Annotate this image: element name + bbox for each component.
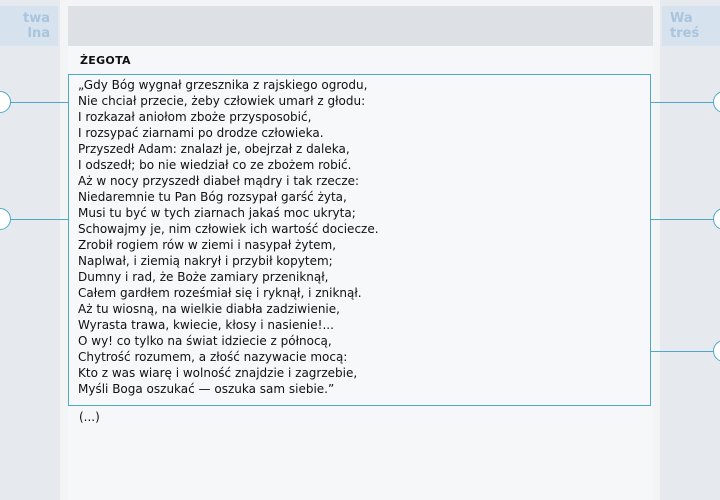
verse-line: O wy! co tylko na świat idziecie z północą, <box>78 334 332 348</box>
verse-line: Myśli Boga oszukać — oszuka sam siebie.” <box>78 382 335 396</box>
verse-line: Całem gardłem roześmiał się i ryknął, i zniknął. <box>78 286 362 300</box>
right-annotation-column <box>660 0 720 500</box>
right-connector-line-2 <box>651 219 713 220</box>
right-column-heading <box>662 6 720 46</box>
verse-line: Przyszedł Adam: znalazł je, obejrzał z daleka, <box>78 142 350 156</box>
verse-line: Nie chciał przecie, żeby człowiek umarł z głodu: <box>78 94 366 108</box>
verse-line: Wyrasta trawa, kwiecie, kłosy i nasienie!... <box>78 318 334 332</box>
left-column-heading <box>0 6 58 46</box>
omission-marker: (...) <box>79 410 100 424</box>
verse-line: I rozsypać ziarnami po drodze człowieka. <box>78 126 324 140</box>
right-heading-line: Wa <box>670 11 693 26</box>
verse-line: Niedaremnie tu Pan Bóg rozsypał garść żyta, <box>78 190 347 204</box>
verse-line: Dumny i rad, że Boże zamiary przeniknął, <box>78 270 329 284</box>
right-heading-line: treś <box>670 26 700 41</box>
verse-line: I odszedł; bo nie wiedział co ze zbożem robić. <box>78 158 352 172</box>
left-annotation-column <box>0 0 60 500</box>
verse-line: Schowajmy je, nim człowiek ich wartość docieczе. <box>78 222 379 236</box>
verse-line: Chytrość rozumem, a złość nazywacie mocą: <box>78 350 348 364</box>
verse-line: Musi tu być w tych ziarnach jakaś moc ukryta; <box>78 206 356 220</box>
verse-line: Naplwał, i ziemią nakrył i przybił kopytem; <box>78 254 333 268</box>
left-heading-line: lna <box>27 26 50 41</box>
verse-line: Aż tu wiosną, na wielkie diabła zadziwienie, <box>78 302 340 316</box>
verse-line: „Gdy Bóg wygnał grzesznika z rajskiego ogrodu, <box>78 78 368 92</box>
left-connector-line-1 <box>10 102 68 103</box>
quote-text <box>78 77 379 397</box>
verse-line: Zrobił rogiem rów w ziemi i nasypał żytem, <box>78 238 337 252</box>
verse-line: Kto z was wiarę i wolność znajdzie i zagrzebie, <box>78 366 358 380</box>
right-connector-line-3 <box>651 351 713 352</box>
verse-line: Aż w nocy przyszedł diabeł mądry i tak rzecze: <box>78 174 360 188</box>
speaker-name: ŻEGOTA <box>80 54 131 67</box>
left-connector-line-2 <box>10 219 68 220</box>
main-header-bar <box>68 6 653 46</box>
right-connector-line-1 <box>651 102 713 103</box>
verse-line: I rozkazał aniołom zboże przysposobić, <box>78 110 312 124</box>
left-heading-line: twa <box>23 11 50 26</box>
